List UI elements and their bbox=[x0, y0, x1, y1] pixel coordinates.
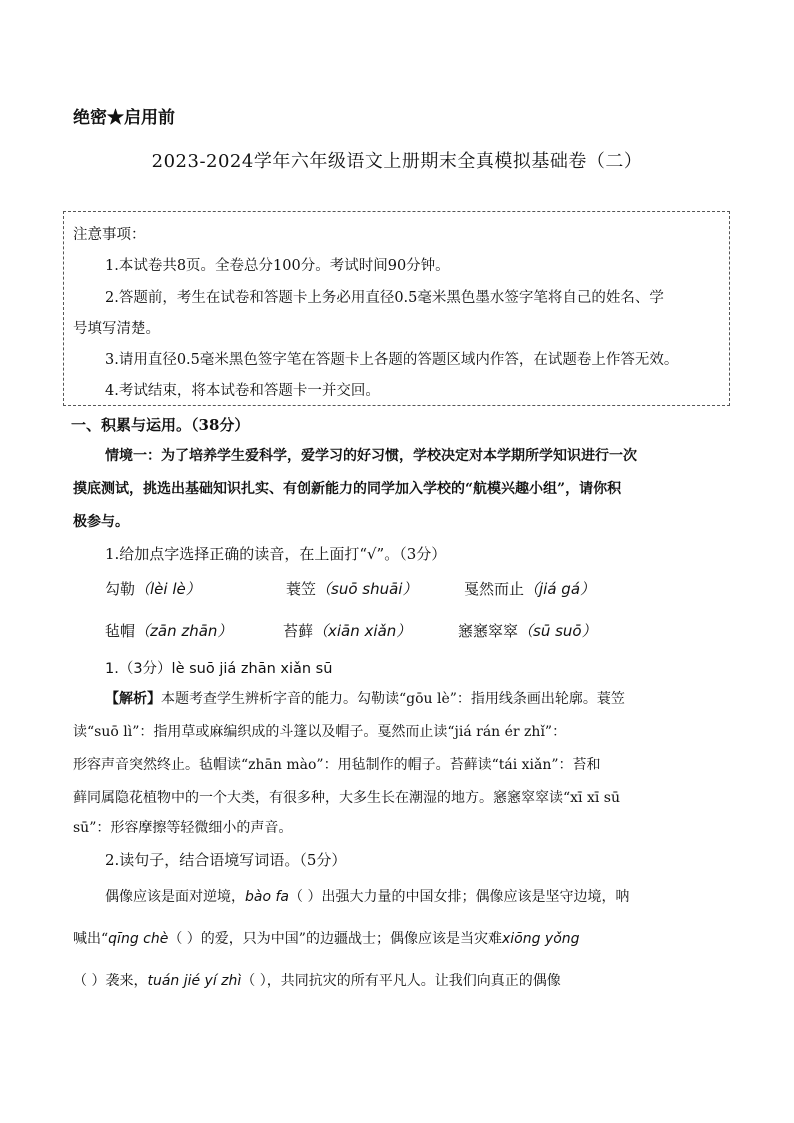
q1-answer: 1.（3分）lè suō jiá zhān xiǎn sū bbox=[105, 661, 333, 677]
q1-item bbox=[105, 578, 201, 599]
scenario-line-1: 情境一：为了培养学生爱科学，爱学习的好习惯，学校决定对本学期所学知识进行一次 bbox=[105, 448, 637, 464]
q1-item bbox=[105, 620, 232, 641]
notice-heading: 注意事项： bbox=[73, 227, 146, 243]
q1-word: 戛然而止 bbox=[464, 580, 525, 598]
q1-options: （xiān xiǎn） bbox=[313, 622, 412, 640]
q1-analysis-line: 读“suō lì”：指用草或麻编织成的斗篷以及帽子。戛然而止读“jiá rán ér zhǐ”： bbox=[73, 724, 567, 740]
q2-pinyin: qīng chè bbox=[108, 931, 169, 947]
q2-text: 偶像应该是面对逆境， bbox=[105, 889, 245, 905]
q2-line-1 bbox=[105, 886, 629, 906]
q1-item bbox=[458, 620, 597, 641]
q2-pinyin: xiōng yǒng bbox=[501, 931, 580, 947]
q1-item bbox=[286, 578, 417, 599]
q1-analysis-line bbox=[105, 688, 625, 708]
q2-text: （ ）的爱，只为中国”的边疆战士；偶像应该是当灾难 bbox=[168, 931, 502, 947]
q1-analysis-line: sū”：形容摩擦等轻微细小的声音。 bbox=[73, 820, 293, 836]
notice-item-4: 4.考试结束，将本试卷和答题卡一并交回。 bbox=[105, 383, 380, 399]
section-heading: 一、积累与运用。（38分） bbox=[71, 416, 250, 434]
notice-item-1: 1.本试卷共8页。全卷总分100分。考试时间90分钟。 bbox=[105, 258, 450, 274]
q2-line-2 bbox=[73, 928, 580, 948]
scenario-line-3: 极参与。 bbox=[73, 514, 129, 530]
confidential-label: 绝密★启用前 bbox=[73, 108, 175, 128]
notice-box bbox=[63, 211, 730, 406]
q1-options: （sū suō） bbox=[518, 622, 597, 640]
q1-options: （jiá gá） bbox=[524, 580, 596, 598]
q1-prompt: 1.给加点字选择正确的读音，在上面打“√”。（3分） bbox=[105, 545, 447, 563]
notice-item-2-cont: 号填写清楚。 bbox=[73, 321, 160, 337]
q2-pinyin: bào fa bbox=[245, 889, 289, 905]
q1-item bbox=[283, 620, 411, 641]
page-title: 2023-2024学年六年级语文上册期末全真模拟基础卷（二） bbox=[151, 151, 643, 172]
q2-text: 喊出“ bbox=[73, 931, 109, 947]
q2-pinyin: tuán jié yí zhì bbox=[147, 973, 242, 989]
q1-word: 毡帽 bbox=[105, 622, 136, 640]
q2-prompt: 2.读句子，结合语境写词语。（5分） bbox=[105, 851, 347, 869]
q1-word: 苔藓 bbox=[283, 622, 314, 640]
q2-text: （ ）出强大力量的中国女排；偶像应该是坚守边境，呐 bbox=[289, 889, 630, 905]
q1-word: 勾勒 bbox=[105, 580, 136, 598]
q2-text: （ ）袭来， bbox=[73, 973, 148, 989]
q1-item bbox=[464, 578, 595, 599]
notice-item-2: 2.答题前，考生在试卷和答题卡上务必用直径0.5毫米黑色墨水签字笔将自己的姓名、学 bbox=[105, 290, 664, 306]
q2-text: （ ），共同抗灾的所有平凡人。让我们向真正的偶像 bbox=[241, 973, 561, 989]
q1-analysis-line: 藓同属隐花植物中的一个大类，有很多种，大多生长在潮湿的地方。窸窸窣窣读“xī xī sū bbox=[73, 790, 621, 806]
analysis-label: 【解析】 bbox=[105, 691, 161, 707]
q2-line-3 bbox=[73, 970, 561, 990]
q1-options: （zān zhān） bbox=[135, 622, 233, 640]
analysis-text: 本题考查学生辨析字音的能力。勾勒读“gōu lè”：指用线条画出轮廓。蓑笠 bbox=[161, 691, 625, 707]
notice-item-3: 3.请用直径0.5毫米黑色签字笔在答题卡上各题的答题区域内作答，在试题卷上作答无效。 bbox=[105, 352, 679, 368]
q1-word: 窸窸窣窣 bbox=[458, 622, 519, 640]
scenario-line-2: 摸底测试，挑选出基础知识扎实、有创新能力的同学加入学校的“航模兴趣小组”，请你积 bbox=[73, 481, 622, 497]
q1-options: （suō shuāi） bbox=[316, 580, 418, 598]
q1-analysis-line: 形容声音突然终止。毡帽读“zhān mào”：用毡制作的帽子。苔藓读“tái xiǎn”：苔和 bbox=[73, 757, 601, 773]
q1-options: （lèi lè） bbox=[135, 580, 201, 598]
q1-word: 蓑笠 bbox=[286, 580, 317, 598]
